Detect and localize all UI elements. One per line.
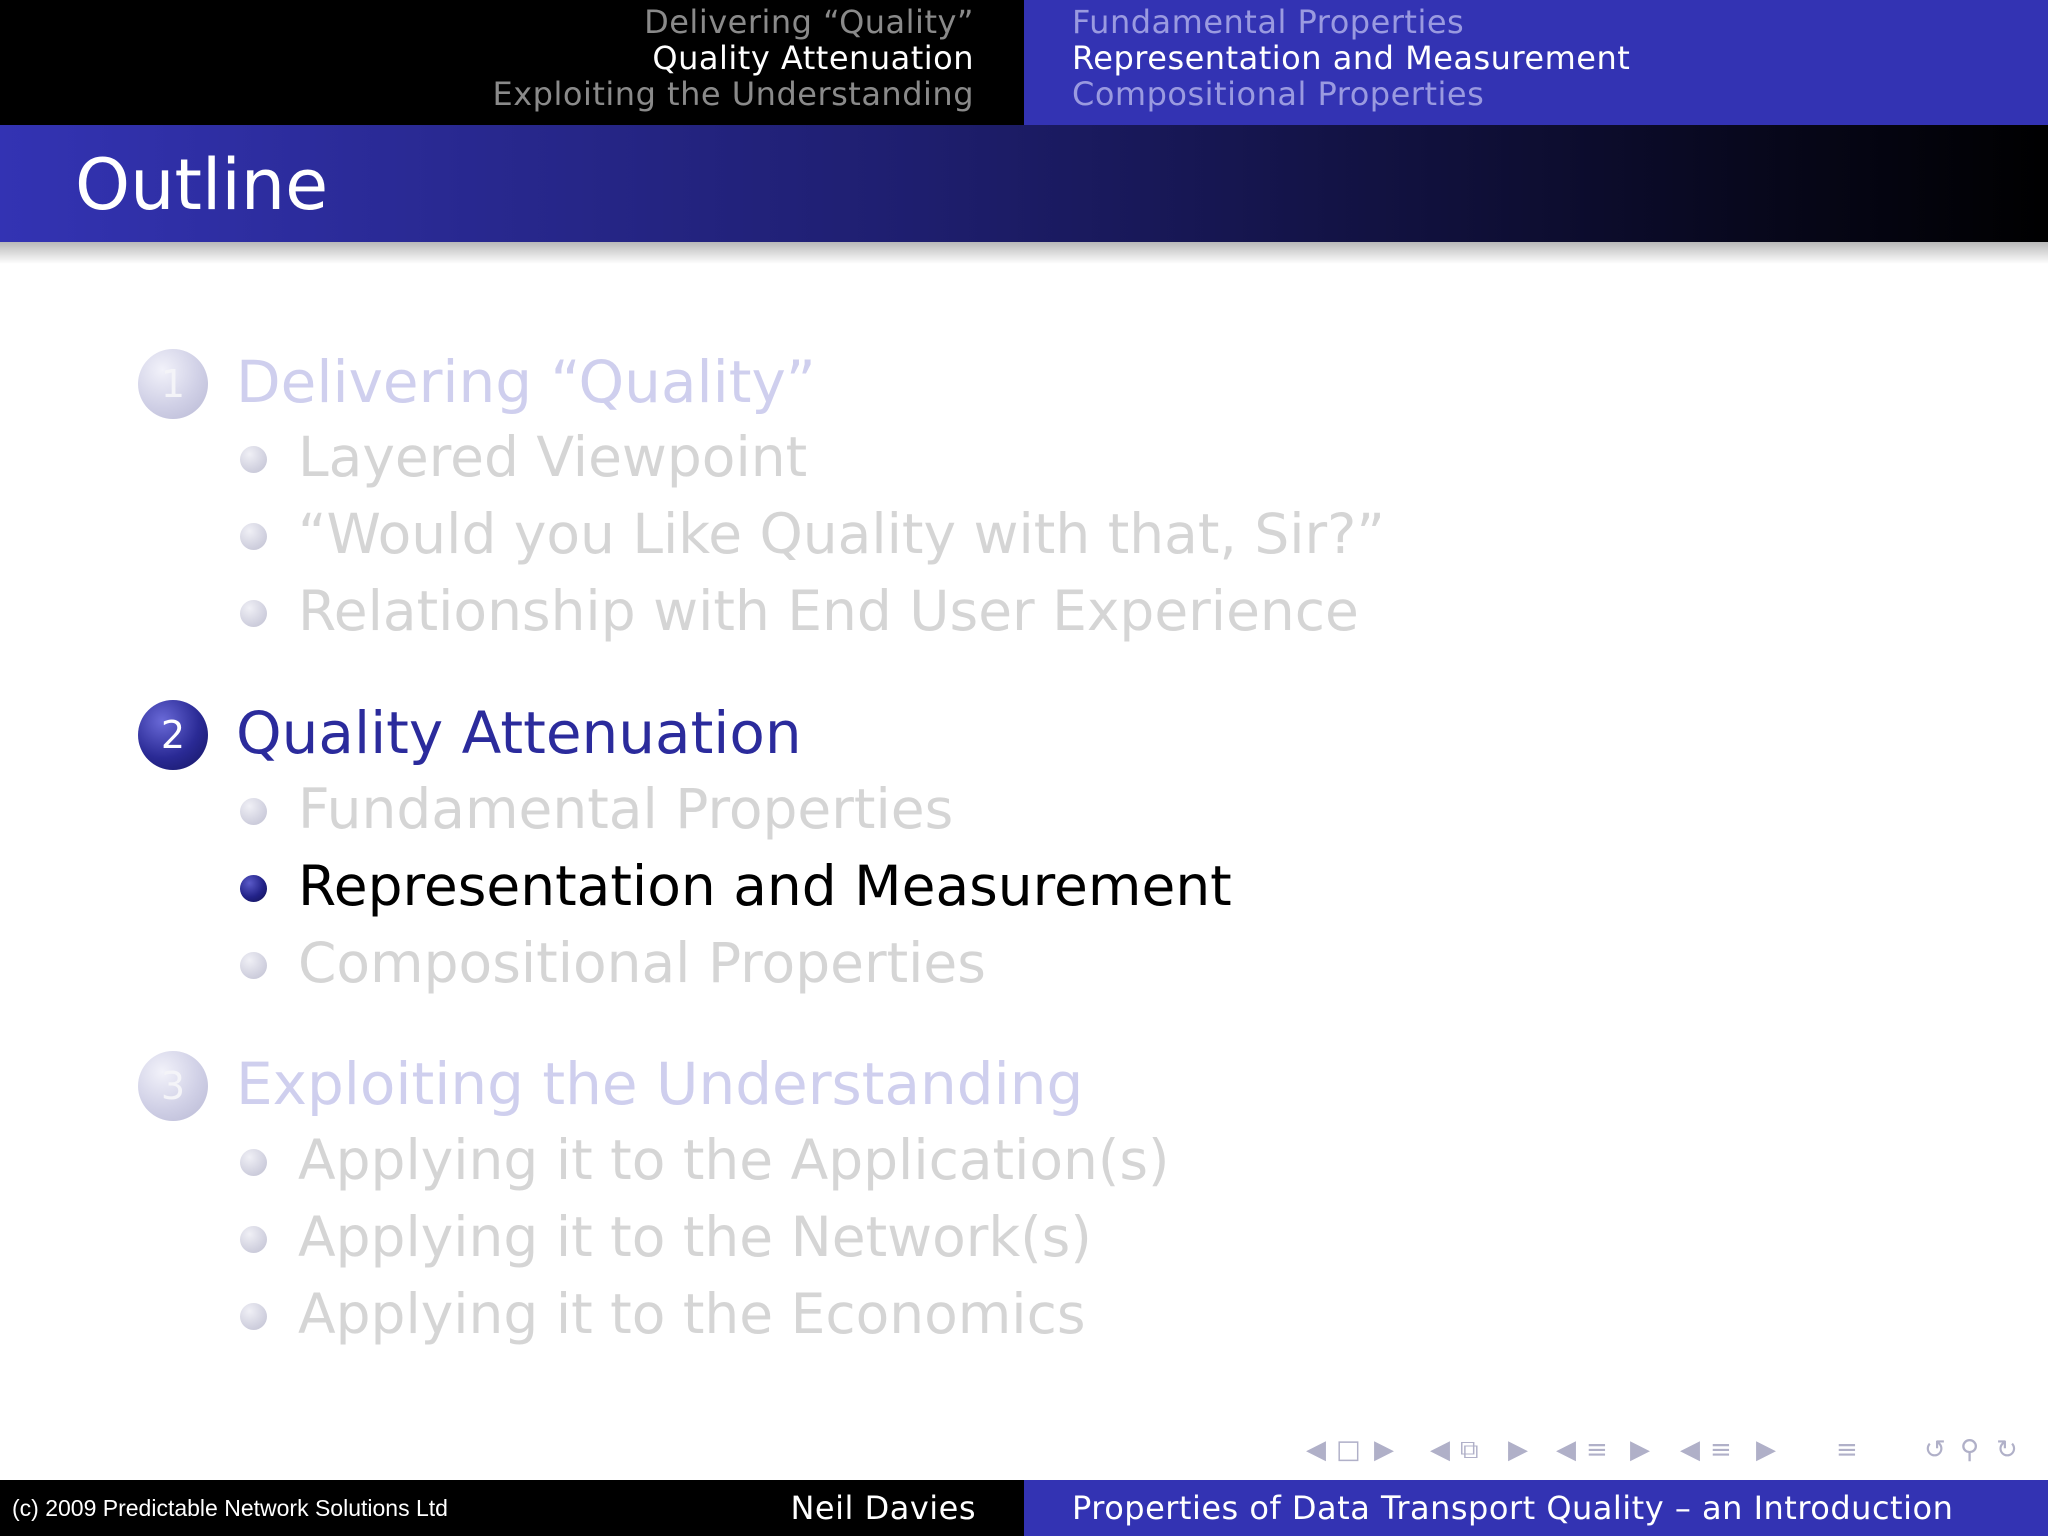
- undo-icon[interactable]: ↺: [1924, 1435, 1946, 1465]
- nav-right-arrow-icon[interactable]: ▶: [1630, 1435, 1650, 1465]
- subsection-label: Layered Viewpoint: [298, 425, 808, 489]
- header-navigation: [0, 0, 2048, 125]
- footer: [0, 1480, 2048, 1536]
- nav-left-arrow-icon[interactable]: ◀: [1556, 1435, 1576, 1465]
- subsection-navigation: [1024, 0, 2048, 125]
- section-number-ball: 1: [138, 349, 208, 419]
- nav-section-quality-attenuation[interactable]: Quality Attenuation: [652, 39, 974, 77]
- nav-section-delivering-quality[interactable]: Delivering “Quality”: [644, 3, 974, 41]
- nav-right-arrow-icon[interactable]: ▶: [1508, 1435, 1528, 1465]
- section-title: Quality Attenuation: [236, 699, 802, 767]
- section-title: Exploiting the Understanding: [236, 1050, 1084, 1118]
- section-number-ball: 3: [138, 1051, 208, 1121]
- subsection-label: Applying it to the Application(s): [298, 1128, 1170, 1192]
- section-number-ball: 2: [138, 700, 208, 770]
- subsection-label: Applying it to the Economics: [298, 1282, 1086, 1346]
- author-name: Neil Davies: [790, 1489, 976, 1527]
- bullet-icon: [240, 1149, 267, 1176]
- bullet-icon: [240, 600, 267, 627]
- page-title: Outline: [75, 144, 329, 226]
- subsection-label: Compositional Properties: [298, 931, 986, 995]
- outline-icon[interactable]: ≡: [1836, 1435, 1858, 1465]
- bullet-icon: [240, 1226, 267, 1253]
- footer-left: [0, 1480, 1024, 1536]
- search-icon[interactable]: ⚲: [1960, 1435, 1980, 1465]
- bullet-icon: [240, 952, 267, 979]
- bullet-icon: [240, 446, 267, 473]
- frame-title-bar: [0, 125, 2048, 242]
- navigation-symbols: [1300, 1428, 2040, 1472]
- copyright-text: (c) 2009 Predictable Network Solutions Ltd: [12, 1495, 448, 1521]
- footer-right: [1024, 1480, 2048, 1536]
- bullet-icon: [240, 1303, 267, 1330]
- section-title: Delivering “Quality”: [236, 348, 816, 416]
- subsection-label: Relationship with End User Experience: [298, 579, 1359, 643]
- section-navigation: [0, 0, 1024, 125]
- nav-subsection-representation-measurement[interactable]: Representation and Measurement: [1072, 39, 1631, 77]
- nav-left-arrow-icon[interactable]: ◀: [1306, 1435, 1326, 1465]
- nav-left-arrow-icon[interactable]: ◀: [1680, 1435, 1700, 1465]
- subsection-label: Applying it to the Network(s): [298, 1205, 1092, 1269]
- subsection-label: Representation and Measurement: [298, 854, 1232, 918]
- nav-subsection-compositional-properties[interactable]: Compositional Properties: [1072, 75, 1485, 113]
- frame-icon[interactable]: □: [1336, 1435, 1361, 1465]
- nav-right-arrow-icon[interactable]: ▶: [1756, 1435, 1776, 1465]
- bullet-icon: [240, 523, 267, 550]
- bullet-icon: [240, 798, 267, 825]
- document-icon[interactable]: ≡: [1710, 1435, 1732, 1465]
- subsection-label: Fundamental Properties: [298, 777, 954, 841]
- presentation-title: Properties of Data Transport Quality – an Introduction: [1072, 1489, 1954, 1527]
- bullet-icon: [240, 875, 267, 902]
- title-shadow: [0, 242, 2048, 264]
- subsection-icon[interactable]: ⧉: [1460, 1435, 1479, 1465]
- nav-left-arrow-icon[interactable]: ◀: [1430, 1435, 1450, 1465]
- nav-subsection-fundamental-properties[interactable]: Fundamental Properties: [1072, 3, 1465, 41]
- nav-right-arrow-icon[interactable]: ▶: [1374, 1435, 1394, 1465]
- redo-icon[interactable]: ↻: [1996, 1435, 2018, 1465]
- section-icon[interactable]: ≡: [1586, 1435, 1608, 1465]
- subsection-label: “Would you Like Quality with that, Sir?”: [298, 502, 1385, 566]
- nav-section-exploiting-understanding[interactable]: Exploiting the Understanding: [492, 75, 974, 113]
